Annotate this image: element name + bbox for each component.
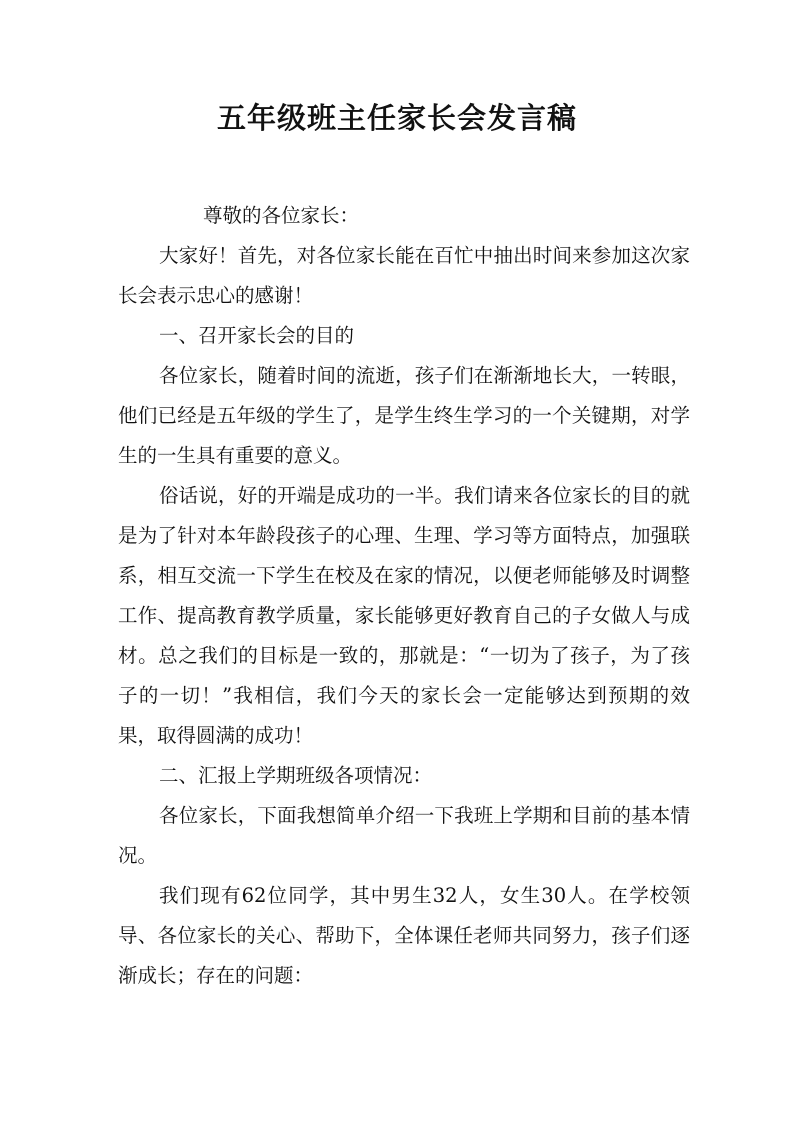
paragraph-class-status: 我们现有62位同学，其中男生32人，女生30人。在学校领导、各位家长的关心、帮助下，全体课任老师共同努力，孩子们逐渐成长；存在的问题： [118,884,690,987]
paragraph-purpose-1: 各位家长，随着时间的流逝，孩子们在渐渐地长大，一转眼，他们已经是五年级的学生了，是学生终生学习的一个关键期，对学生的一生具有重要的意义。 [118,364,690,467]
document-title: 五年级班主任家长会发言稿 [216,101,577,135]
paragraph-purpose-2: 俗话说，好的开端是成功的一半。我们请来各位家长的目的就是为了针对本年龄段孩子的心理、生理、学习等方面特点，加强联系，相互交流一下学生在校及在家的情况，以便老师能够及时调整工作、提高教育教学质量，家长能够更好教育自己的子女做人与成材。总之我们的目标是一致的，那就是：“一切为了孩子，为了孩子的一切！”我相信，我们今天的家长会一定能够达到预期的效果，取得圆满的成功！ [118,484,690,747]
salutation: 尊敬的各位家长： [203,204,360,227]
section-heading-purpose: 一、召开家长会的目的 [159,324,355,347]
paragraph-report-intro: 各位家长，下面我想简单介绍一下我班上学期和目前的基本情况。 [118,804,690,867]
document-body [118,196,690,996]
section-heading-report: 二、汇报上学期班级各项情况： [159,764,433,787]
paragraph-greeting: 大家好！首先，对各位家长能在百忙中抽出时间来参加这次家长会表示忠心的感谢！ [118,244,690,307]
